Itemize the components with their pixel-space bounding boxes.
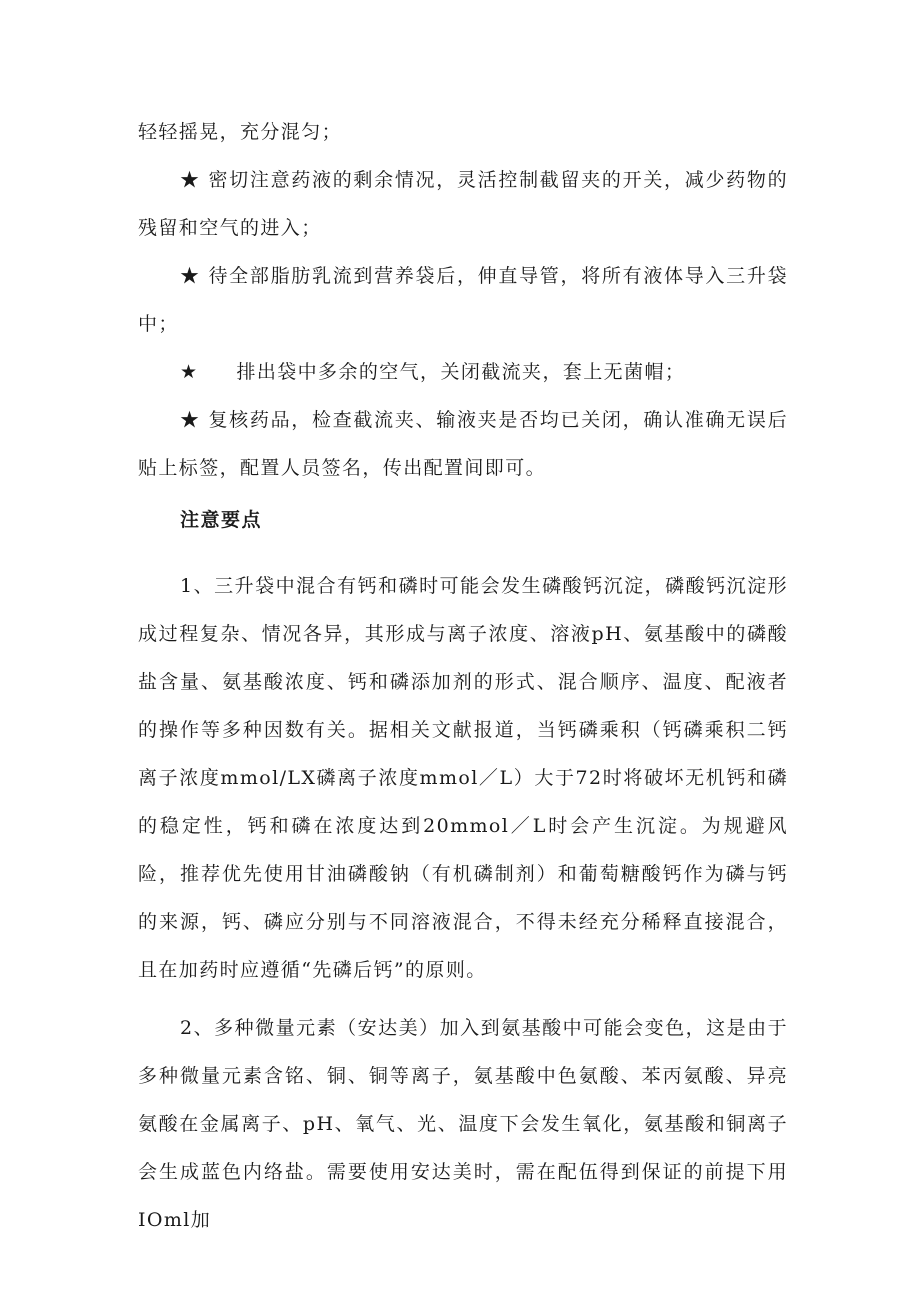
paragraph-mixing <box>138 108 788 156</box>
numbered-item-calcium-phosphate <box>138 562 788 994</box>
star-icon: ★ <box>180 409 201 431</box>
star-icon: ★ <box>180 265 201 287</box>
star-icon: ★ <box>180 361 199 383</box>
bullet-text: 密切注意药液的剩余情况，灵活控制截留夹的开关，减少药物的残留和空气的进入； <box>138 169 788 239</box>
bullet-item-remove-air <box>138 348 788 396</box>
bullet-text: 复核药品，检查截流夹、输液夹是否均已关闭，确认准确无误后贴上标签，配置人员签名，传出配置间即可。 <box>138 409 788 479</box>
bullet-text: 排出袋中多余的空气，关闭截流夹，套上无菌帽； <box>236 361 686 383</box>
bullet-item-fat-emulsion <box>138 252 788 348</box>
bullet-text: 待全部脂肪乳流到营养袋后，伸直导管，将所有液体导入三升袋中； <box>138 265 788 335</box>
numbered-item-trace-elements <box>138 1004 788 1244</box>
section-heading: 注意要点 <box>180 509 263 531</box>
bullet-item-recheck <box>138 396 788 492</box>
numbered-text: 1、三升袋中混合有钙和磷时可能会发生磷酸钙沉淀，磷酸钙沉淀形成过程复杂、情况各异，其形成与离子浓度、溶液pH、氨基酸中的磷酸盐含量、氨基酸浓度、钙和磷添加剂的形式、混合顺序、温度、配液者的操作等多种因数有关。据相关文献报道，当钙磷乘积（钙磷乘积二钙离子浓度mmol/LX磷离子浓度mmol／L）大于72时将破坏无机钙和磷的稳定性，钙和磷在浓度达到20mmol／L时会产生沉淀。为规避风险，推荐优先使用甘油磷酸钠（有机磷制剂）和葡萄糖酸钙作为磷与钙的来源，钙、磷应分别与不同溶液混合，不得未经充分稀释直接混合，且在加药时应遵循“先磷后钙”的原则。 <box>138 575 788 981</box>
numbered-text: 2、多种微量元素（安达美）加入到氨基酸中可能会变色，这是由于多种微量元素含铭、铜、铜等离子，氨基酸中色氨酸、苯丙氨酸、异亮氨酸在金属离子、pH、氧气、光、温度下会发生氧化，氨基酸和铜离子会生成蓝色内络盐。需要使用安达美时，需在配伍得到保证的前提下用IOml加 <box>138 1017 788 1231</box>
star-icon: ★ <box>180 169 201 191</box>
bullet-item-monitor-liquid <box>138 156 788 252</box>
paragraph-text: 轻轻摇晃，充分混匀； <box>138 121 343 143</box>
